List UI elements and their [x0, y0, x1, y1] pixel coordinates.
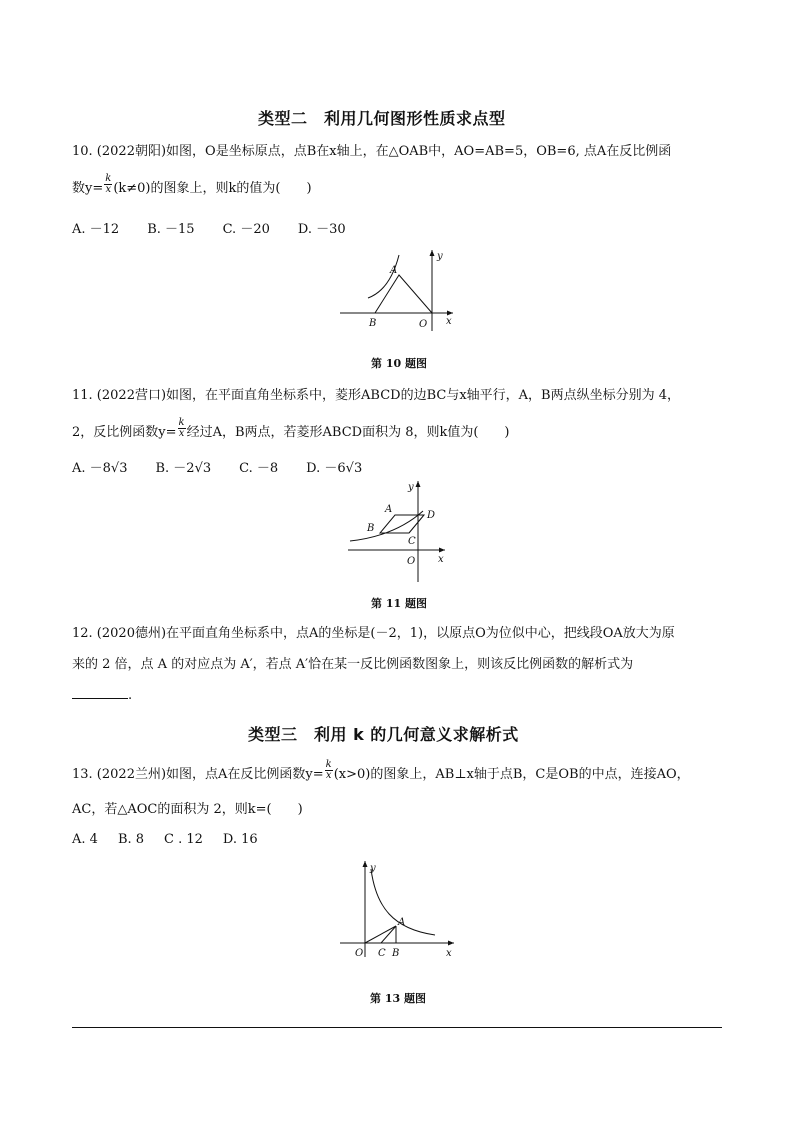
q12-answer-blank: [72, 698, 128, 699]
q10-label-y: y: [437, 251, 443, 262]
q10-triangle: [375, 275, 432, 313]
q10-label-b: B: [369, 318, 377, 329]
q10-frac-den: x: [105, 184, 112, 195]
q13-label-b: B: [392, 948, 400, 959]
q13-label-o: O: [355, 948, 364, 959]
q11-y-arrow: [416, 481, 421, 487]
q13-option-b: B. 8: [117, 832, 145, 847]
q11-caption: 第 11 题图: [371, 597, 427, 610]
q13-frac-den: x: [325, 770, 332, 781]
q12-line3-period: .: [128, 688, 133, 703]
q10-x-arrow: [447, 311, 453, 316]
q13-options: [72, 832, 286, 847]
q13-caption: 第 13 题图: [370, 992, 426, 1005]
q13-option-a: A. 4: [72, 832, 98, 847]
q10-line1: 10. (2022朝阳)如图，O是坐标原点，点B在x轴上，在△OAB中，AO=AB=5，OB=6, 点A在反比例函: [72, 144, 672, 159]
q13-line1: [72, 759, 690, 785]
q10-label-o: O: [419, 319, 428, 330]
q12-line2: 来的 2 倍，点 A 的对应点为 A′，若点 A′恰在某一反比例函数图象上，则该反比例函数的解析式为: [72, 657, 634, 672]
q11-line2-post: 经过A，B两点，若菱形ABCD面积为 8，则k值为( ): [186, 425, 510, 440]
q12-line1: 12. (2020德州)在平面直角坐标系中，点A的坐标是(－2，1)，以原点O为位似中心，把线段OA放大为原: [72, 626, 675, 641]
q11-label-c: C: [408, 536, 416, 547]
q11-figure: [345, 478, 450, 586]
q11-options: [72, 457, 390, 476]
q10-frac-num: k: [105, 173, 112, 184]
q13-segment-ac: [381, 926, 396, 943]
q11-label-b: B: [367, 523, 375, 534]
q11-label-y: y: [408, 482, 414, 493]
q11-option-a: A. －8√3: [72, 461, 128, 476]
q10-fraction: [104, 174, 112, 195]
q10-y-arrow: [430, 250, 435, 256]
q10-figure: [335, 245, 460, 335]
q11-diagonal: [409, 515, 424, 533]
q13-fraction: [325, 760, 333, 781]
q10-line2-post: (k≠0)的图象上，则k的值为( ): [113, 181, 312, 196]
q10-line2: [72, 173, 312, 199]
q11-option-d: D. －6√3: [306, 461, 363, 476]
q10-option-a: A. －12: [72, 222, 120, 237]
q10-hyperbola: [368, 255, 399, 298]
q11-label-a: A: [385, 504, 393, 515]
section3-title: 类型三 利用 k 的几何意义求解析式: [248, 725, 519, 744]
q13-x-arrow: [448, 941, 454, 946]
q13-frac-num: k: [325, 759, 332, 770]
q10-options: [72, 218, 374, 237]
q11-fraction: [178, 418, 186, 439]
q13-line2: AC，若△AOC的面积为 2，则k=( ): [72, 802, 303, 817]
q13-option-d: D. 16: [222, 832, 258, 847]
q10-option-c: C. －20: [222, 222, 270, 237]
q10-label-a: A: [390, 265, 398, 276]
q11-label-x: x: [438, 554, 444, 565]
q13-label-y: y: [370, 863, 376, 874]
q13-label-c: C: [378, 948, 386, 959]
q11-label-d: D: [427, 510, 436, 521]
q13-segment-ao: [365, 926, 396, 943]
q11-line1: 11. (2022营口)如图，在平面直角坐标系中，菱形ABCD的边BC与x轴平行，A，B两点纵坐标分别为 4，: [72, 388, 681, 403]
q13-line1-pre: 13. (2022兰州)如图，点A在反比例函数y=: [72, 767, 324, 782]
q11-label-o: O: [407, 556, 416, 567]
q11-line2-pre: 2，反比例函数y=: [72, 425, 177, 440]
q11-frac-den: x: [178, 428, 185, 439]
q11-option-c: C. －8: [239, 461, 279, 476]
q11-rhombus: [380, 515, 424, 533]
q10-option-b: B. －15: [147, 222, 195, 237]
q10-caption: 第 10 题图: [371, 357, 427, 370]
footer-rule: [72, 1027, 722, 1028]
q13-y-arrow: [363, 861, 368, 867]
q10-label-x: x: [446, 316, 452, 327]
q11-option-b: B. －2√3: [155, 461, 212, 476]
q13-figure: [338, 857, 458, 962]
q13-label-x: x: [446, 948, 452, 959]
q11-frac-num: k: [178, 417, 185, 428]
q10-option-d: D. －30: [297, 222, 346, 237]
q11-x-arrow: [439, 548, 445, 553]
q10-line2-pre: 数y=: [72, 181, 104, 196]
q13-option-c: C . 12: [164, 832, 203, 847]
q13-label-a: A: [398, 917, 406, 928]
q13-line1-post: (x>0)的图象上，AB⊥x轴于点B，C是OB的中点，连接AO，: [333, 767, 690, 782]
q11-line2: [72, 417, 510, 443]
section2-title: 类型二 利用几何图形性质求点型: [258, 109, 506, 128]
q12-line3: [72, 686, 132, 706]
